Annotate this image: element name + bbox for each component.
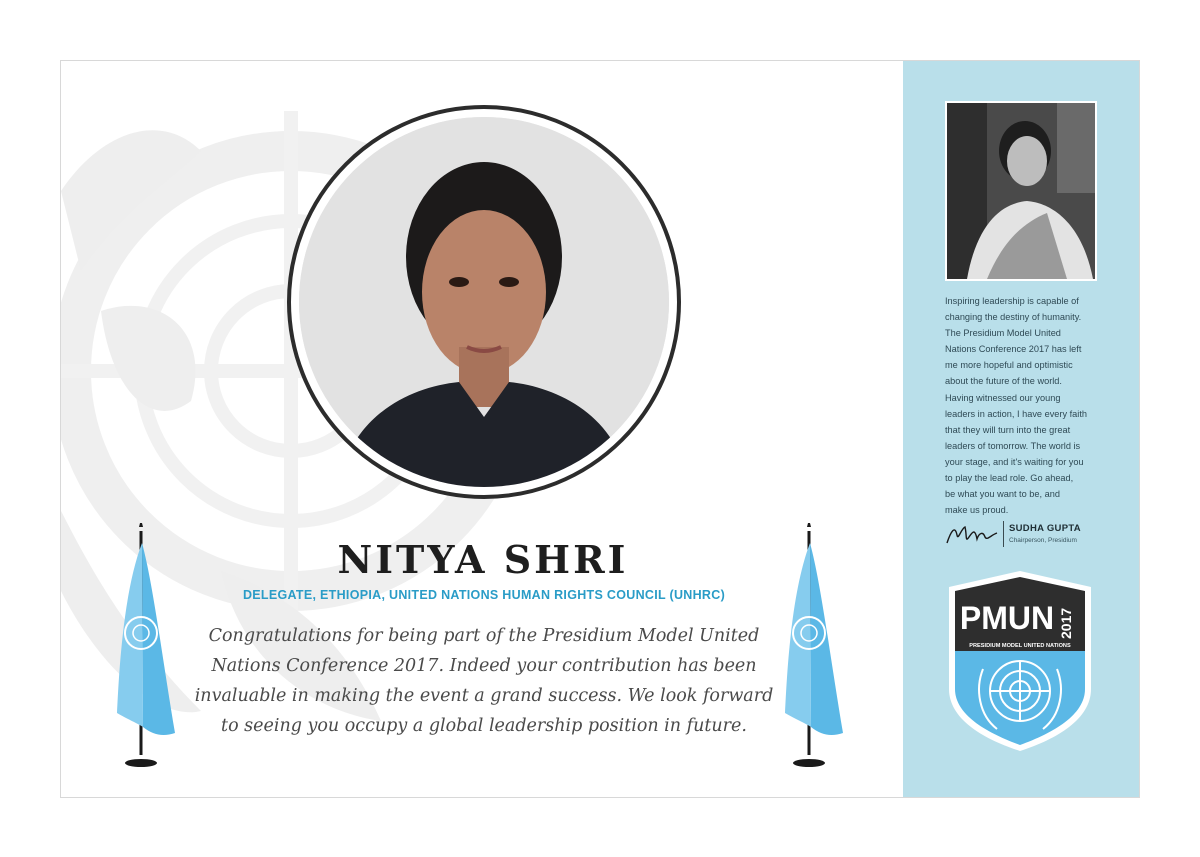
un-flag-right-icon	[781, 523, 851, 773]
quote-line: about the future of the world.	[945, 376, 1062, 387]
message-line: invaluable in making the event a grand success. We look forward	[194, 686, 774, 706]
pmun-badge-icon	[945, 569, 1095, 753]
quote-line: your stage, and it's waiting for you	[945, 456, 1084, 467]
signature-block	[945, 519, 1125, 553]
badge-year: 2017	[1058, 607, 1074, 639]
quote-line: Nations Conference 2017 has left	[945, 344, 1082, 355]
un-flag-left-icon	[113, 523, 183, 773]
quote-line: leaders of tomorrow. The world is	[945, 440, 1081, 451]
signatory-title: Chairperson, Presidium	[1009, 537, 1077, 544]
quote-line: leaders in action, I have every faith	[945, 408, 1087, 419]
message-line: Congratulations for being part of the Presidium Model United	[208, 626, 760, 646]
certificate-frame	[60, 60, 1140, 798]
delegate-portrait	[287, 105, 681, 499]
badge-subtitle: PRESIDIUM MODEL UNITED NATIONS	[969, 643, 1071, 649]
quote-line: make us proud.	[945, 505, 1009, 516]
badge-title: PMUN	[959, 600, 1055, 636]
recipient-role: DELEGATE, ETHIOPIA, UNITED NATIONS HUMAN RIGHTS COUNCIL (UNHRC)	[242, 588, 726, 602]
quote-line: be what you want to be, and	[945, 489, 1060, 500]
quote-line: me more hopeful and optimistic	[945, 360, 1073, 371]
quote-line: that they will turn into the great	[945, 424, 1071, 435]
signatory-name: SUDHA GUPTA	[1009, 523, 1081, 534]
quote-line: The Presidium Model United	[945, 328, 1061, 339]
quote-line: changing the destiny of humanity.	[945, 312, 1082, 323]
message-line: to seeing you occupy a global leadership position in future.	[221, 716, 747, 736]
quote-line: Having witnessed our young	[945, 392, 1061, 403]
chairperson-photo	[945, 101, 1097, 281]
chairperson-quote	[945, 293, 1105, 518]
quote-line: to play the lead role. Go ahead,	[945, 473, 1074, 484]
message-line: Nations Conference 2017. Indeed your contribution has been	[211, 656, 757, 676]
congratulation-message	[191, 621, 777, 741]
quote-line: Inspiring leadership is capable of	[945, 296, 1079, 306]
recipient-name: NITYA SHRI	[337, 537, 629, 582]
signature-divider	[1003, 521, 1004, 547]
chairperson-sidebar	[903, 61, 1139, 797]
delegate-photo	[299, 117, 669, 487]
signature-mark-icon	[945, 521, 999, 549]
